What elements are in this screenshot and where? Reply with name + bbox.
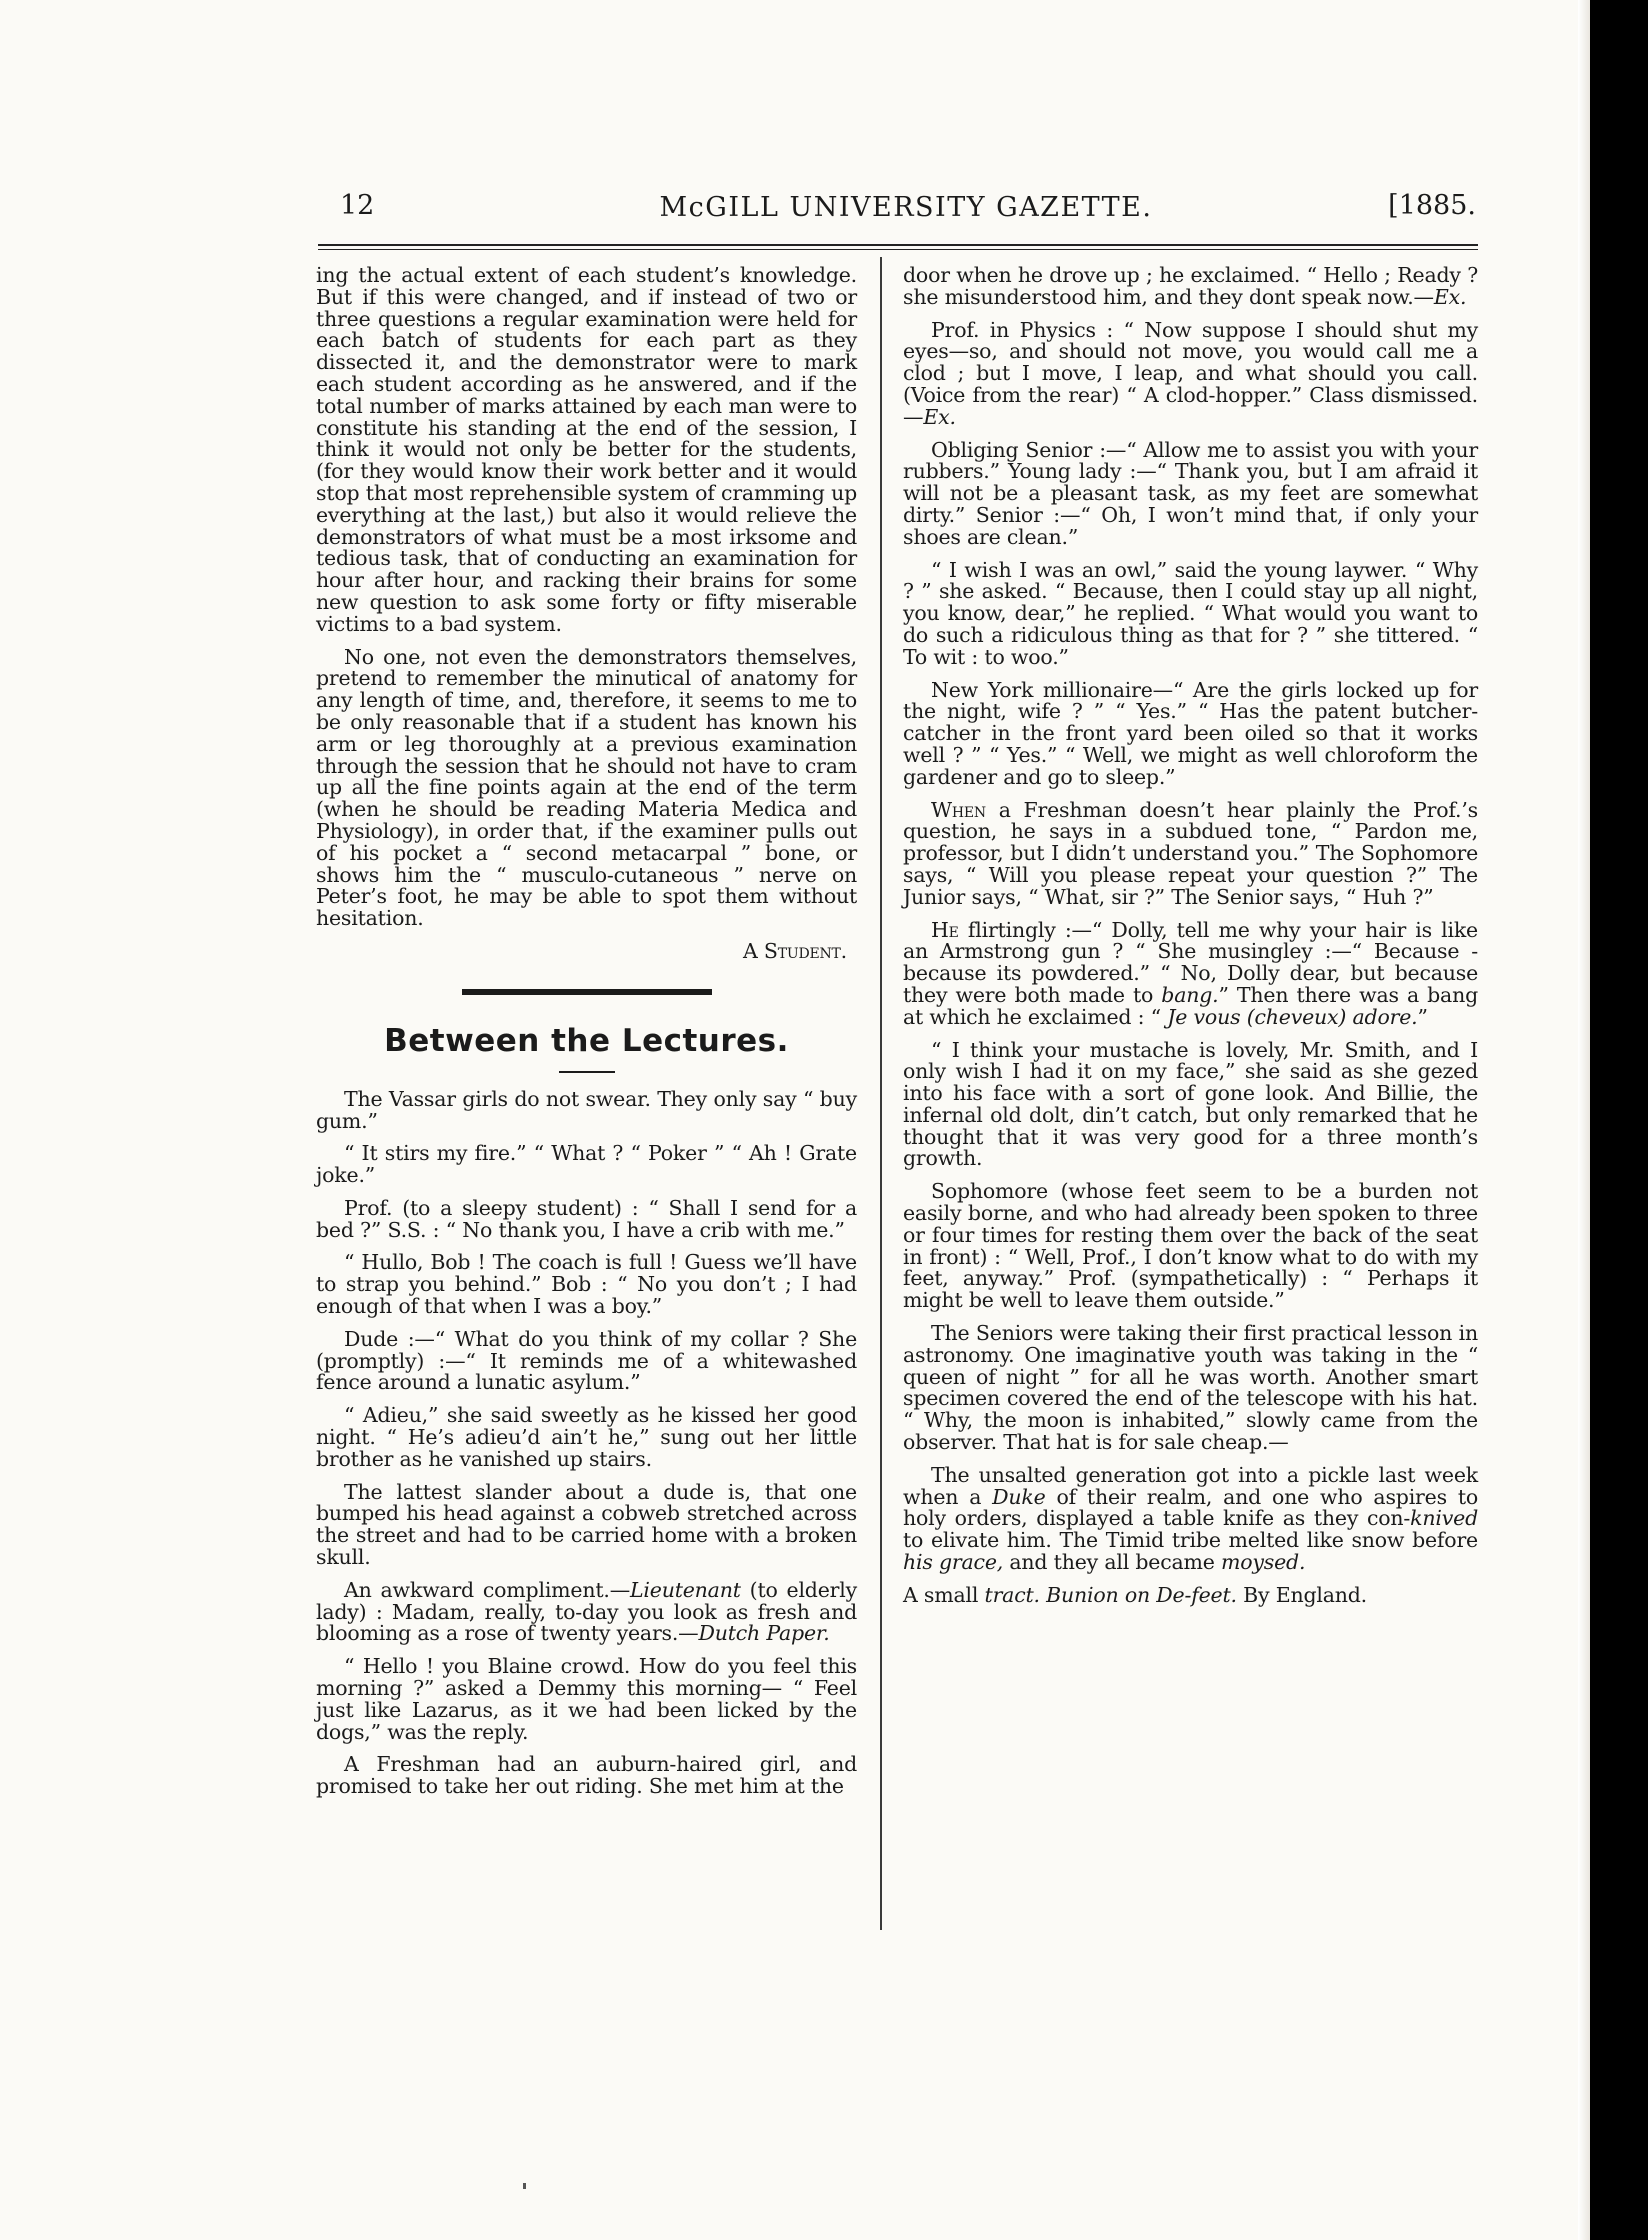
section-heading: Between the Lectures. [384,1022,789,1059]
scan-edge-dark [1590,0,1648,2240]
joke-item: Sophomore (whose feet seem to be a burden not easily borne, and who had already been spoken to three or four times for resting them over the back of the seat in front) : “ Well, Prof., I don’t know what to do with my feet, anyway.” Prof. (sympathetically) : “ Perhaps it might be well to leave them outside.” [903,1179,1478,1313]
article-paragraph: No one, not even the demonstrators themselves, pretend to remember the minutical of anatomy for any length of time, and, therefore, it seems to me to be only reasonable that if a student has known his arm or leg thoroughly at a previous examination through the session that he should not have to cram up all the fine points again at the end of the term (when he should be reading Materia Medica and Physiology), in order that, if the examiner pulls out of his pocket a “ second metacarpal ” bone, or shows him the “ musculo-cutaneous ” nerve on Peter’s foot, he may be able to spot them without hesitation. [316,644,857,931]
issue-year: [1885. [1388,190,1476,221]
joke-item: Obliging Senior :—“ Allow me to assist you with your rubbers.” Young lady :—“ Thank you, but I am afraid it will not be a pleasant task, as my feet are somewhat dirty.” Senior :—“ Oh, I won’t mind that, if only your shoes are clean.” [903,437,1478,549]
joke-item-physics: Prof. in Physics : “ Now suppose I should shut my eyes—so, and should not move, you would call me a clod ; but I move, I leap, and what should you call. (Voice from the rear) “ A clod-hopper.” Class dismissed.—Ex. [903,317,1478,429]
joke-item: The Seniors were taking their first practical lesson in astronomy. One imaginative youth was taking in the “ queen of night ” for all he was worth. Another smart specimen covered the end of the telescope with his hat. “ Why, the moon is inhabited,” slowly came from the observer. That hat is for sale cheap.— [903,1321,1478,1455]
joke-item: “ Hello ! you Blaine crowd. How do you feel this morning ?” asked a Demmy this morning— “ Feel just like Lazarus, as it we had been licked by the dogs,” was the reply. [316,1654,857,1744]
joke-item: Dude :—“ What do you think of my collar ? She (promptly) :—“ It reminds me of a whitewashed fence around a lunatic asylum.” [316,1326,857,1395]
page-header [336,190,1476,234]
joke-item-freshman-question: When a Freshman doesn’t hear plainly the Prof.’s question, he says in a subdued tone, “ Pardon me, professor, but I didn’t understand you.” The Sophomore says, “ Will you please repeat your question ?” The Junior says, “ What, sir ?” The Senior says, “ Huh ?” [903,797,1478,909]
joke-item: “ Hullo, Bob ! The coach is full ! Guess we’ll have to strap you behind.” Bob : “ No you don’t ; I had enough of that when I was a boy.” [316,1250,857,1319]
scan-edge-gap [1578,0,1590,2240]
joke-item-freshman: A Freshman had an auburn-haired girl, and promised to take her out riding. She met him at the [316,1752,857,1799]
right-column [903,265,1478,1607]
section-heading-underline [559,1071,615,1073]
joke-item-compliment: An awkward compliment.—Lieutenant (to elderly lady) : Madam, really, to-day you look as fresh and blooming as a rose of twenty years.—Dutch Paper. [316,1577,857,1646]
header-rule-thin [318,249,1478,250]
joke-item: Prof. (to a sleepy student) : “ Shall I send for a bed ?” S.S. : “ No thank you, I have a crib with me.” [316,1195,857,1242]
joke-item-freshman-cont: door when he drove up ; he exclaimed. “ Hello ; Ready ? she misunderstood him, and they dont speak now.—Ex. [903,263,1478,309]
article-paragraph: ing the actual extent of each student’s knowledge. But if this were changed, and if instead of two or three questions a regular examination were held for each batch of students for each part as they dissected it, and the demonstrator were to mark each student according as he answered, and if the total number of marks attained by each man were to constitute his standing at the end of the session, I think it would not only be better for the students, (for they would know their work better and it would stop that most reprehensible system of cramming up everything at the last,) but also it would relieve the demonstrators of what must be a most irksome and tedious task, that of conducting an examination for hour after hour, and racking their brains for some new question to ask some forty or fifty miserable victims to a bad system. [316,263,857,636]
stray-ink-mark [523,2183,526,2189]
joke-item: “ It stirs my fire.” “ What ? “ Poker ” “ Ah ! Grate joke.” [316,1141,857,1188]
joke-item: New York millionaire—“ Are the girls locked up for the night, wife ? ” “ Yes.” “ Has the patent butcher-catcher in the front yard been oiled so that it works well ? ” “ Yes.” “ Well, we might as well chloroform the gardener and go to sleep.” [903,677,1478,789]
joke-item: “ Adieu,” she said sweetly as he kissed her good night. “ He’s adieu’d ain’t he,” sung out her little brother as he vanished up stairs. [316,1403,857,1471]
joke-item: The Vassar girls do not swear. They only say “ buy gum.” [316,1086,857,1133]
joke-item-dolly: He flirtingly :—“ Dolly, tell me why your hair is like an Armstrong gun ? “ She musingley :—“ Because - because its powdered.” “ No, Dolly dear, but because they were both made to bang.” Then there was a bang at which he exclaimed : “ Je vous (cheveux) adore.” [903,917,1478,1029]
joke-item: The lattest slander about a dude is, that one bumped his head against a cobweb stretched across the street and had to be carried home with a broken skull. [316,1479,857,1570]
column-divider [880,257,882,1930]
page-number: 12 [340,190,375,221]
joke-item: “ I wish I was an owl,” said the young laywer. “ Why ? ” she asked. “ Because, then I could stay up all night, you know, dear,” he replied. “ What would you want to do such a ridiculous thing as that for ? ” she tittered. “ To wit : to woo.” [903,557,1478,669]
masthead-title: McGILL UNIVERSITY GAZETTE. [659,192,1153,223]
joke-item-unsalted: The unsalted generation got into a pickle last week when a Duke of their realm, and one who aspires to holy orders, displayed a table knife as they con-knived to elivate him. The Timid tribe melted like snow before his grace, and they all became moysed. [903,1462,1478,1575]
joke-item-small-tract: A small tract. Bunion on De-feet. By England. [903,1582,1368,1607]
joke-item: “ I think your mustache is lovely, Mr. Smith, and I only wish I had it on my face,” she said as she gezed into his face with a sort of gone look. And Billie, the infernal old dolt, din’t catch, but only remarked that he thought that it was very good for a three month’s growth. [903,1037,1478,1171]
left-column [316,265,857,1798]
article-signature: A Student. [742,938,847,963]
header-rule-thick [318,244,1478,246]
section-divider-rule [462,989,712,995]
